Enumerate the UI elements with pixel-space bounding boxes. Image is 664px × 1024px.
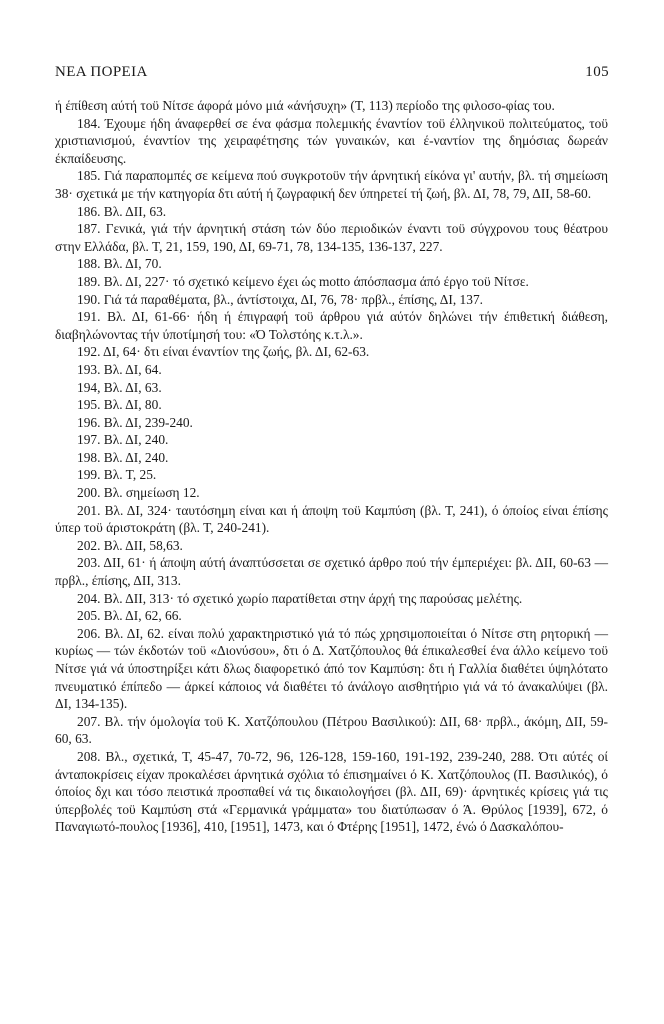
continued-note: ή έπίθεση αύτή τοϋ Νίτσε άφορά μόνο μιά «άνήσυχη» (Τ, 113) περίοδο της φιλοσο-φίας του. (55, 98, 555, 113)
page-header (55, 64, 609, 81)
footnote: 190. Γιά τά παραθέματα, βλ., άντίστοιχα, ΔΙ, 76, 78· πρβλ., έπίσης, ΔΙ, 137. (77, 291, 483, 307)
footnote: 206. Βλ. ΔΙ, 62. είναι πολύ χαρακτηριστικό γιά τό πώς χρησιμοποιείται ό Νίτσε στη ρητορική — κυρίως — τών έκδοτών τοϋ «Διονύσου», δτι ό Δ. Χατζόπουλος θά έπικαλεσθεί ένα άλλο κείμενο τοϋ Νίτσε γιά νά ύποστηρίξει κάτι δλως διαφορετικό άπό τον Καμπύση: δτι ή Γαλλία διαθέτει ύψηλότατο πνευματικό έπίπεδο — άρκεί κάποιος νά διαθέτει τό άνάλογο αισθητήριο γιά νά τό άνακαλύψει (βλ. ΔΙ, 134-135). (55, 625, 608, 712)
page-number: 105 (585, 64, 609, 80)
footnote: 184. Έχουμε ήδη άναφερθεί σε ένα φάσμα πολεμικής έναντίον τοϋ έλληνικοϋ πολιτεύματος, τοϋ χριστιανισμού, έναντίον της χειραφέτησης τών γυναικών, και έ-ναντίον της δημόσιας δωρεάν έκπαίδευσης. (55, 115, 608, 166)
footnote: 191. Βλ. ΔΙ, 61-66· ήδη ή έπιγραφή τοϋ άρθρου γιά αύτόν δηλώνει τήν έπιθετική διάθεση, διαβηλώνοντας τήν ύποτίμησή του: «Ό Τολστόης κ.τ.λ.». (55, 309, 608, 342)
footnote: 193. Βλ. ΔΙ, 64. (77, 361, 162, 377)
footnote: 188. Βλ. ΔΙ, 70. (77, 256, 162, 272)
footnote: 195. Βλ. ΔΙ, 80. (77, 397, 162, 413)
footnote: 189. Βλ. ΔΙ, 227· τό σχετικό κείμενο έχει ώς motto άπόσπασμα άπό έργο τοϋ Νίτσε. (77, 273, 529, 289)
footnote: 203. ΔΙΙ, 61· ή άποψη αύτή άναπτύσσεται σε σχετικό άρθρο πού τήν έμπεριέχει: βλ. ΔΙΙ, 60-63 — πρβλ., έπίσης, ΔΙΙ, 313. (55, 555, 608, 589)
footnote: 194, Βλ. ΔΙ, 63. (77, 379, 162, 395)
footnote: 192. ΔΙ, 64· δτι είναι έναντίον της ζωής, βλ. ΔΙ, 62-63. (77, 344, 370, 360)
footnote: 199. Βλ. Τ, 25. (77, 467, 157, 483)
footnote: 201. Βλ. ΔΙ, 324· ταυτόσημη είναι και ή άποψη τοϋ Καμπύση (βλ. Τ, 241), ό όποίος είναι έπίσης ύπερ τοϋ άριστοκράτη (βλ. Τ, 240-241). (55, 502, 608, 536)
footnote: 196. Βλ. ΔΙ, 239-240. (77, 414, 193, 430)
footnote: 208. Βλ., σχετικά, Τ, 45-47, 70-72, 96, 126-128, 159-160, 191-192, 239-240, 288. Ότι αύτές οί άνταποκρίσεις είχαν προκαλέσει άρνητικά σχόλια τό έπισημαίνει ό Κ. Χατζόπουλος (Π. Βασιλικός), ό όποίος δχι και τόσο πειστικά προσπαθεί νά τις δικαιολογήσει (βλ. ΔΙΙ, 69)· άρνητικές κρίσεις γιά τις ύπερβολές τοϋ Καμπύση στά «Γερμανικά γράμματα» του διατύπωσαν ό Ά. Θρύλος [1939], 672, ό Παναγιωτό-πουλος [1936], 410, [1951], 1473, και ό Φτέρης [1951], 1472, ένώ ό Δασκαλόπου- (55, 748, 608, 835)
footnote: 187. Γενικά, γιά τήν άρνητική στάση τών δύο περιοδικών έναντι τοϋ σύγχρονου τους θέατρου στην Ελλάδα, βλ. Τ, 21, 159, 190, ΔΙ, 69-71, 78, 134-135, 136-137, 227. (55, 221, 608, 254)
footnote: 207. Βλ. τήν όμολογία τοϋ Κ. Χατζόπουλου (Πέτρου Βασιλικού): ΔΙΙ, 68· πρβλ., άκόμη, ΔΙΙ, 59-60, 63. (55, 713, 608, 747)
footnote: 185. Γιά παραπομπές σε κείμενα πού συγκροτοϋν τήν άρνητική είκόνα γι' αυτήν, βλ. τή σημείωση 38· σχετικά με τήν κατηγορία δτι αύτή ή ζωγραφική δεν ύπηρετεί τή ζωή, βλ. ΔΙ, 78, 79, ΔΙΙ, 58-60. (55, 168, 608, 201)
footnote: 205. Βλ. ΔΙ, 62, 66. (77, 608, 182, 624)
footnote: 200. Βλ. σημείωση 12. (77, 485, 200, 501)
footnote: 198. Βλ. ΔΙ, 240. (77, 449, 169, 465)
footnote: 186. Βλ. ΔΙΙ, 63. (77, 203, 167, 219)
footnote: 202. Βλ. ΔΙΙ, 58,63. (77, 537, 183, 553)
footnotes-body (55, 97, 608, 836)
footnote: 197. Βλ. ΔΙ, 240. (77, 432, 169, 448)
running-title: ΝΕΑ ΠΟΡΕΙΑ (55, 64, 148, 80)
footnote: 204. Βλ. ΔΙΙ, 313· τό σχετικό χωρίο παρατίθεται στην άρχή της παρούσας μελέτης. (77, 590, 523, 606)
